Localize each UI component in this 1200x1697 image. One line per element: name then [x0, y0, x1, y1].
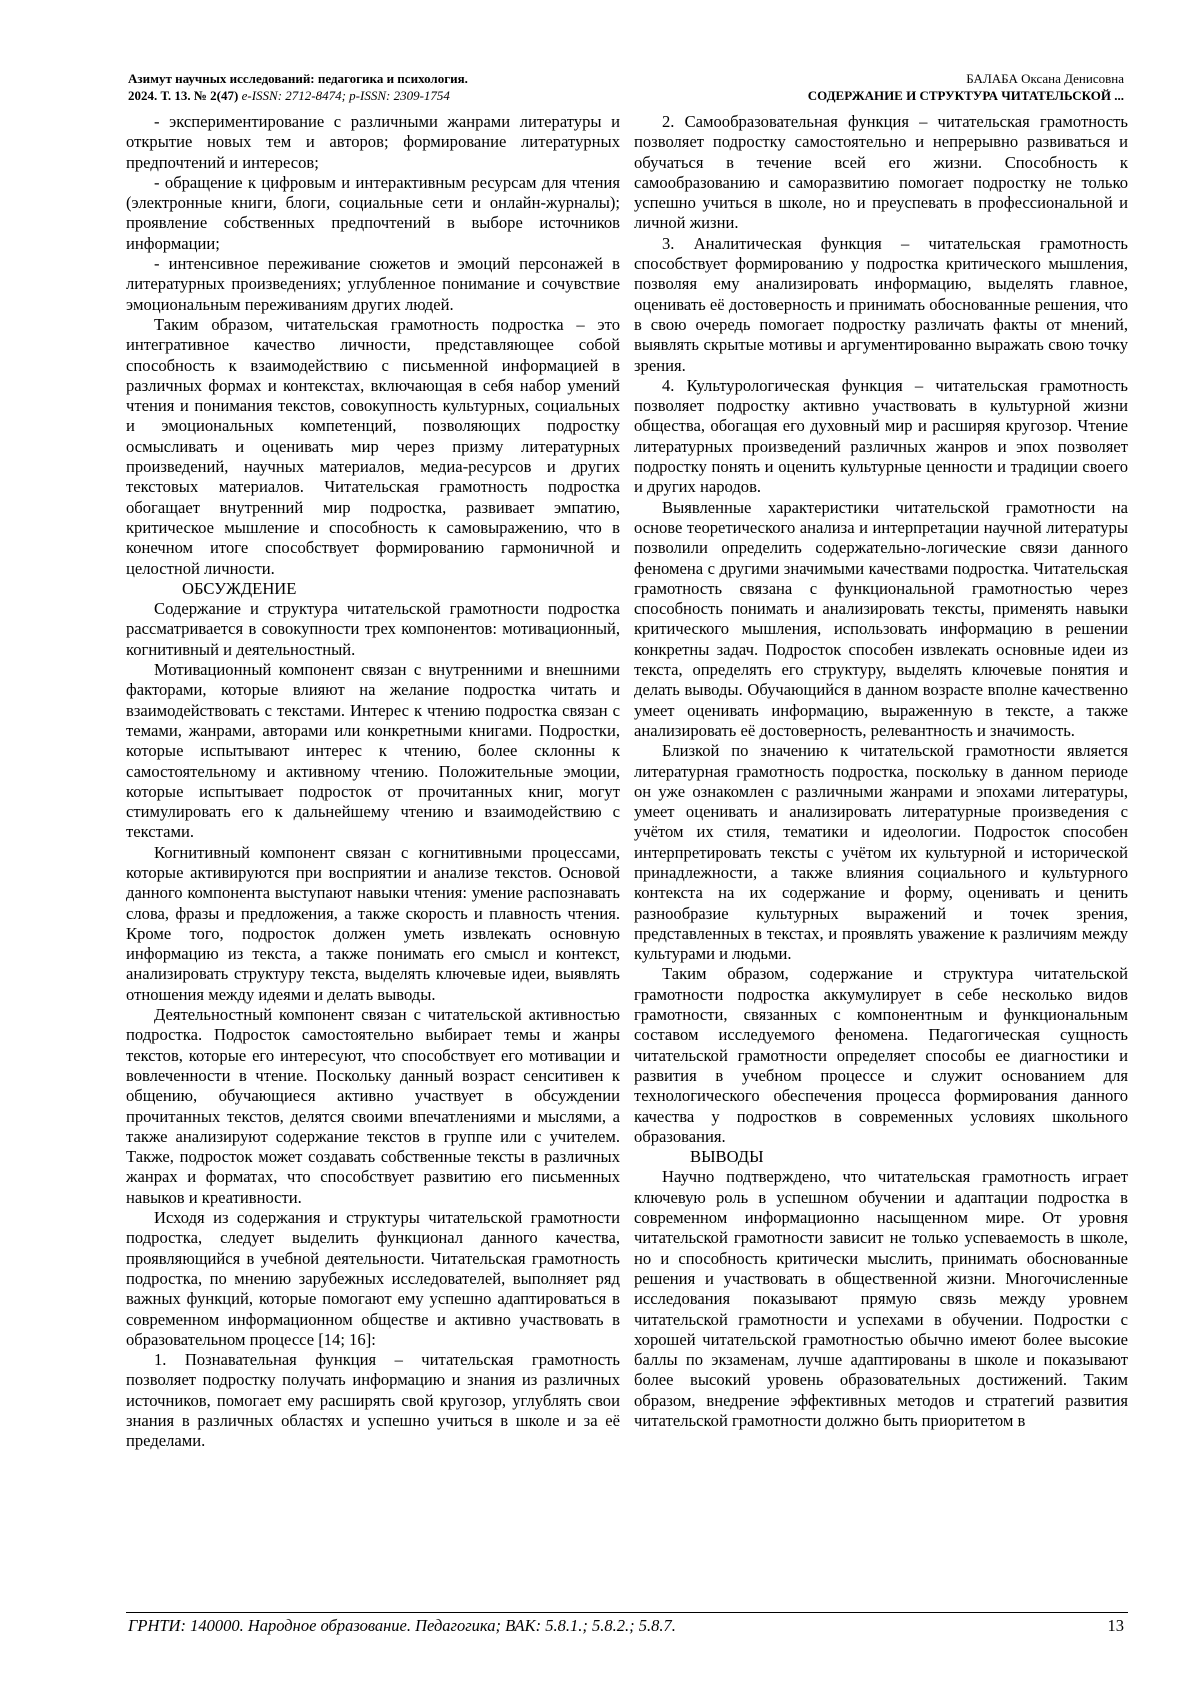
paragraph: Когнитивный компонент связан с когнитивными процессами, которые активируются при восприятии и анализе текстов. Основой данного компонента выступают навыки чтения: умение распознавать слова, фразы и предложения, а также скорость и плавность чтения. Кроме того, подросток должен уметь извлекать основную информацию из текста, а также понимать его смысл и контекст, анализировать структуру текста, выделять ключевые идеи, выявлять отношения между идеями и делать выводы.: [126, 842, 620, 1004]
paragraph: Таким образом, читательская грамотность подростка – это интегративное качество личности, представляющее собой способность к взаимодействию с письменной информацией в различных формах и контекстах, включающая в себя набор умений чтения и понимания текстов, совокупность культурных, социальных и эмоциональных компетенций, позволяющих подростку осмысливать и оценивать мир через призму литературных произведений, научных материалов, медиа-ресурсов и других текстовых материалов. Читательская грамотность подростка обогащает внутренний мир подростка, развивает эмпатию, критическое мышление и способность к самовыражению, что в конечном итоге способствует формированию гармоничной и целостной личности.: [126, 314, 620, 578]
footer-grnti: ГРНТИ: 140000. Народное образование. Педагогика; ВАК: 5.8.1.; 5.8.2.; 5.8.7.: [128, 1616, 676, 1635]
paragraph: Деятельностный компонент связан с читательской активностью подростка. Подросток самостоятельно выбирает темы и жанры текстов, которые его интересуют, что способствует его мотивации и вовлеченности в чтение. Поскольку данный возраст сенситивен к общению, обучающиеся активно участвует в обсуждении прочитанных текстов, делятся своими впечатлениями и мыслями, а также анализируют содержание текстов в группе или с учителем. Также, подросток может создавать собственные тексты в различных жанрах и форматах, что способствует развитию его письменных навыков и креативности.: [126, 1005, 620, 1207]
paragraph: Близкой по значению к читательской грамотности является литературная грамотность подростка, поскольку в данном периоде он уже ознакомлен с различными жанрами и эпохами литературы, умеет оценивать и анализировать литературные произведения с учётом их стиля, тематики и идеологии. Подросток способен интерпретировать тексты с учётом их культурной и исторической принадлежности, а также влияния социального и культурного контекста на их содержание и форму, оценивать и ценить разнообразие культурных выражений и точек зрения, представленных в текстах, и проявлять уважение к различиям между культурами и людьми.: [634, 741, 1128, 964]
running-header-journal: [128, 70, 648, 104]
paragraph: Выявленные характеристики читательской грамотности на основе теоретического анализа и интерпретации научной литературы позволили определить содержательно-логические связи данного феномена с другими значимыми качествами подростка. Читательская грамотность связана с функциональной грамотностью через способность понимать и анализировать тексты, применять навыки критического мышления, использовать информацию в решении конкретны задач. Подросток способен извлекать основные идеи из текста, определять его структуру, выделять ключевые понятия и делать выводы. Обучающийся в данном возрасте вполне качественно умеет оценивать информацию, выраженную в тексте, а также анализировать её достоверность, релевантность и значимость.: [634, 497, 1128, 740]
author-name: БАЛАБА Оксана Денисовна: [966, 71, 1124, 86]
running-header-article: [604, 70, 1124, 104]
right-column: [634, 112, 1128, 1431]
paragraph: 1. Познавательная функция – читательская грамотность позволяет подростку получать информацию и знания из различных источников, помогает ему расширять свой кругозор, углублять свои знания в различных областях и успешно учиться в школе и за её пределами.: [126, 1350, 620, 1451]
paragraph: - обращение к цифровым и интерактивным ресурсам для чтения (электронные книги, блоги, социальные сети и онлайн-журналы); проявление собственных предпочтений в выборе источников информации;: [126, 172, 620, 253]
paragraph: 2. Самообразовательная функция – читательская грамотность позволяет подростку самостоятельно и непрерывно развиваться и обучаться в течение всей его жизни. Способность к самообразованию и саморазвитию помогает подростку не только успешно учиться в школе, но и преуспевать в профессиональной и личной жизни.: [634, 112, 1128, 233]
paragraph: Исходя из содержания и структуры читательской грамотности подростка, следует выделить функционал данного качества, проявляющийся в учебной деятельности. Читательская грамотность подростка, по мнению зарубежных исследователей, выполняет ряд важных функций, которые помогают ему успешно адаптироваться в современном информационном обществе и активно участвовать в образовательном процессе [14; 16]:: [126, 1208, 620, 1349]
paragraph: Научно подтверждено, что читательская грамотность играет ключевую роль в успешном обучении и адаптации подростка в современном информационно насыщенном мире. От уровня читательской грамотности зависит не только успеваемость в школе, но и способность критически мыслить, принимать обоснованные решения и участвовать в общественной жизни. Многочисленные исследования показывают прямую связь между уровнем читательской грамотности и успехами в обучении. Подростки с хорошей читательской грамотностью обычно имеют более высокие баллы по экзаменам, лучше адаптированы в школе и показывают более высокий уровень образовательных достижений. Таким образом, внедрение эффективных методов и стратегий развития читательской грамотности должно быть приоритетом в: [634, 1167, 1128, 1430]
section-heading-conclusions: ВЫВОДЫ: [690, 1147, 764, 1167]
section-heading-discussion: ОБСУЖДЕНИЕ: [182, 578, 297, 598]
article-title: СОДЕРЖАНИЕ И СТРУКТУРА ЧИТАТЕЛЬСКОЙ ...: [807, 88, 1124, 103]
paragraph: Мотивационный компонент связан с внутренними и внешними факторами, которые влияют на желание подростка читать и взаимодействовать с текстами. Интерес к чтению подростка связан с темами, жанрами, авторами или конкретными книгами. Подростки, которые испытывают интерес к чтению, более склонны к самостоятельному и активному чтению. Положительные эмоции, которые испытывает подросток от прочитанных книг, могут стимулировать его к дальнейшему чтению и взаимодействию с текстами.: [126, 660, 620, 842]
page-number: 13: [1107, 1616, 1124, 1635]
paragraph: Таким образом, содержание и структура читательской грамотности подростка аккумулирует в себе несколько видов грамотности, связанных с компонентным и функциональным составом исследуемого феномена. Педагогическая сущность читательской грамотности определяет способы ее диагностики и развития в учебном процессе и служит основанием для технологического обеспечения процесса формирования данного качества у подростков в современных условиях школьного образования.: [634, 964, 1128, 1146]
paragraph: 4. Культурологическая функция – читательская грамотность позволяет подростку активно участвовать в культурной жизни общества, обогащая его духовный мир и расширяя кругозор. Чтение литературных произведений различных жанров и эпох позволяет подростку понять и оценить культурные ценности и традиции своего и других народов.: [634, 375, 1128, 497]
issue-number: 2024. Т. 13. № 2(47): [128, 88, 239, 103]
journal-title: Азимут научных исследований: педагогика и психология.: [128, 71, 468, 86]
paragraph: 3. Аналитическая функция – читательская грамотность способствует формированию у подростка критического мышления, позволяя ему анализировать информацию, выделять главное, оценивать её достоверность и принимать обоснованные решения, что в свою очередь помогает подростку различать факты от мнений, выявлять скрытые мотивы и аргументированно выражать свою точку зрения.: [634, 233, 1128, 375]
paragraph: - экспериментирование с различными жанрами литературы и открытие новых тем и авторов; формирование литературных предпочтений и интересов;: [126, 112, 620, 172]
journal-issue-line: [128, 87, 648, 104]
footer-divider: [126, 1612, 1128, 1613]
paragraph: - интенсивное переживание сюжетов и эмоций персонажей в литературных произведениях; углубленное понимание и сочувствие эмоциональным переживаниям других людей.: [126, 254, 620, 314]
issn: e-ISSN: 2712-8474; p-ISSN: 2309-1754: [241, 88, 450, 103]
paragraph: Содержание и структура читательской грамотности подростка рассматривается в совокупности трех компонентов: мотивационный, когнитивный и деятельностный.: [126, 599, 620, 659]
left-column: [126, 112, 620, 1452]
